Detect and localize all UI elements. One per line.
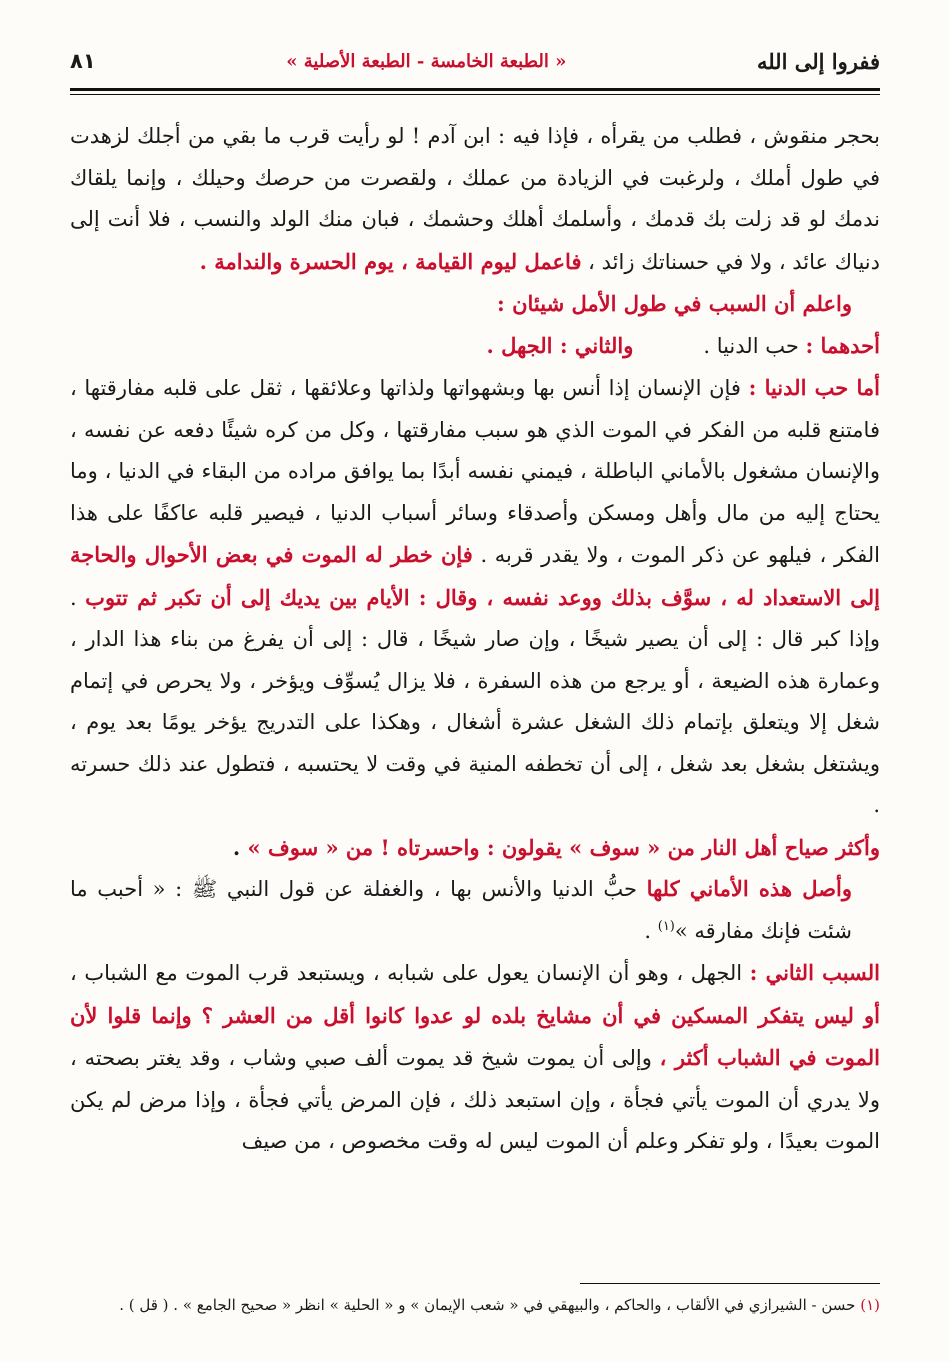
paragraph-4 (70, 952, 880, 1163)
paragraph-2-lead: أما حب الدنيا : (748, 375, 880, 400)
page-header (70, 38, 880, 84)
footnote-divider (580, 1283, 880, 1284)
header-rule-thin (70, 94, 880, 95)
paragraph-2-text: فإن الإنسان إذا أنس بها وبشهواتها ولذاتها وعلائقها ، ثقل على قلبه مفارقتها ، فامتنع قلبه من الفكر في الموت الذي هو سبب مفارقتها ، وكل من كره شيئًا دفعه عن نفسه ، والإنسان مشغول بالأماني الباطلة ، فيمني نفسه أبدًا بما يوافق مراده من البقاء في الدنيا ، وما يحتاج إليه من مال وأهل ومسكن وأصدقاء وسائر أسباب الدنيا ، فيصير قلبه عاكفًا على هذا الفكر ، فيلهو عن ذكر الموت ، ولا يقدر قربه . (70, 376, 880, 567)
cause-first (703, 325, 880, 368)
paragraph-3 (70, 868, 880, 952)
section-heading-sawfa (70, 827, 880, 869)
sawfa-end: . (232, 834, 248, 860)
paragraph-2 (70, 367, 880, 827)
footnote-ref: (١) (657, 918, 675, 934)
book-title: ففروا إلى الله (756, 48, 880, 74)
footnote (70, 1292, 880, 1318)
paragraph-2-text-cont: . وإذا كبر قال : إلى أن يصير شيخًا ، وإن صار شيخًا ، قال : إلى أن يفرغ من بناء هذا الدار ، وعمارة هذه الضيعة ، أو يرجع من هذه السفرة ، فلا يزال يُسوِّف ويؤخر ، ولا يحرص في إتمام شغل إلا ويتعلق بإتمام ذلك الشغل عشرة أشغال ، وهكذا على التدريج يؤخر يومًا بعد يوم ، ويشتغل بشغل بعد شغل ، إلى أن تخطفه المنية في وقت لا يحتسبه ، فتطول عند ذلك حسرته . (70, 585, 880, 817)
paragraph-4-highlight: أو ليس يتفكر المسكين في أن مشايخ بلده لو عدوا كانوا أقل من العشر ؟ وإنما قلوا لأن الموت في الشباب أكثر ، (70, 1002, 880, 1070)
paragraph-1 (70, 116, 880, 283)
paragraph-1-text: بحجر منقوش ، فطلب من يقرأه ، فإذا فيه : ابن آدم ! لو رأيت قرب ما بقي من أجلك لزهدت في طول أملك ، ولرغبت في الزيادة من عملك ، ولقصرت من حرصك وحيلك ، وإنما يلقاك ندمك لو قد زلت بك قدمك ، وأسلمك أهلك وحشمك ، فبان منك الولد والنسب ، فلا أنت إلى دنياك عائد ، ولا في حسناتك زائد ، (70, 124, 880, 274)
paragraph-4-lead: السبب الثاني : (749, 960, 880, 985)
header-rule-thick (70, 88, 880, 91)
paragraph-3-lead: وأصل هذه الأماني كلها (646, 876, 853, 901)
edition-label: « الطبعة الخامسة - الطبعة الأصلية » (286, 50, 567, 72)
cause-first-label: أحدهما : (805, 332, 880, 358)
sawfa-highlight: وأكثر صياح أهل النار من « سوف » يقولون : واحسرتاه ! من « سوف » (247, 834, 880, 860)
paragraph-3-text: حبُّ الدنيا والأنس بها ، والغفلة عن قول النبي ﷺ : « أحبب ما شئت فإنك مفارقه » (70, 877, 852, 943)
paragraph-3-end: . (644, 918, 658, 943)
page-number: ٨١ (70, 49, 96, 73)
cause-first-text: حب الدنيا . (703, 333, 806, 358)
causes-line (70, 325, 880, 368)
paragraph-4-text-cont: وإلى أن يموت شيخ قد يموت ألف صبي وشاب ، وقد يغتر بصحته ، ولا يدري أن الموت يأتي فجأة ، وإن استبعد ذلك ، فإن المرض يأتي فجأة ، وإذا مرض لم يكن الموت بعيدًا ، ولو تفكر وعلم أن الموت ليس له وقت مخصوص ، من صيف (70, 1046, 880, 1153)
paragraph-4-text: الجهل ، وهو أن الإنسان يعول على شبابه ، ويستبعد قرب الموت مع الشباب ، (70, 961, 750, 985)
cause-second: والثاني : الجهل . (486, 332, 634, 358)
page-body (70, 116, 880, 1163)
paragraph-2-highlight: فإن خطر له الموت في بعض الأحوال والحاجة إلى الاستعداد له ، سوَّف بذلك ووعد نفسه ، وقال : الأيام بين يديك إلى أن تكبر ثم تتوب (70, 542, 880, 610)
paragraph-1-highlight: فاعمل ليوم القيامة ، يوم الحسرة والندامة . (199, 248, 582, 274)
footnote-text: حسن - الشيرازي في الألقاب ، والحاكم ، والبيهقي في « شعب الإيمان » و « الحلية » انظر « صحيح الجامع » . ( قل ) . (119, 1296, 861, 1314)
section-heading-causes: واعلم أن السبب في طول الأمل شيئان : (497, 291, 852, 316)
footnote-number: (١) (860, 1296, 880, 1314)
